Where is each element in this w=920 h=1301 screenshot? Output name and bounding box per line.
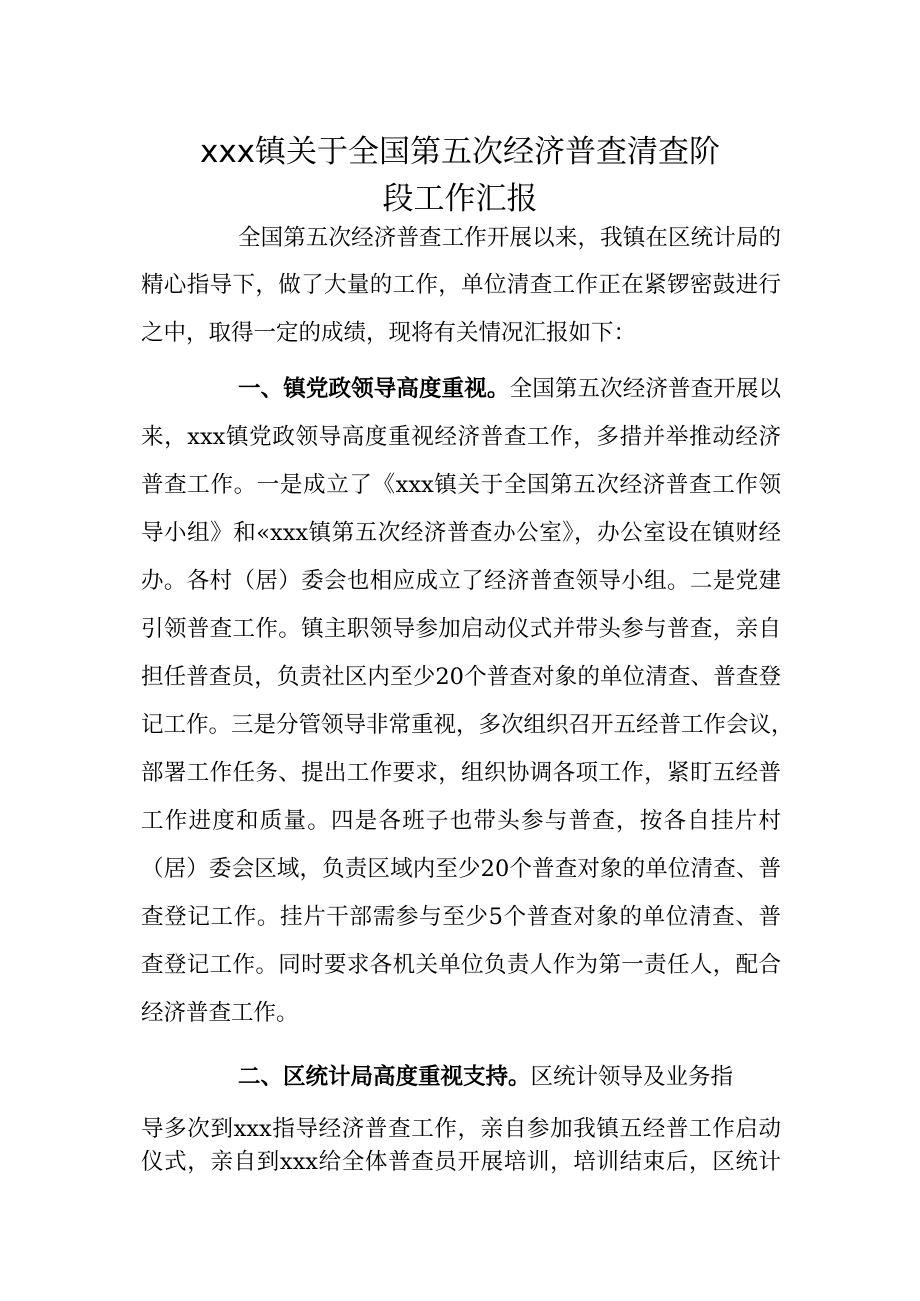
document-title-line-2: 段工作汇报 [382,181,538,217]
section1-line: 记工作。三是分管领导非常重视，多次组织召开五经普工作会议， [141,712,794,738]
section1-line: 导小组》和«xxx镇第五次经济普查办公室》，办公室设在镇财经 [141,520,781,546]
section2-line: 仪式，亲自到xxx给全体普查员开展培训，培训结束后，区统计 [141,1149,781,1175]
intro-line-3: 之中，取得一定的成绩，现将有关情况汇报如下： [141,320,637,346]
section1-heading: 一、镇党政领导高度重视。 [238,376,510,402]
section1-line: 部署工作任务、提出工作要求，组织协调各项工作，紧盯五经普 [141,760,781,786]
section2-heading: 二、区统计局高度重视支持。 [238,1064,531,1090]
section1-line: 普查工作。一是成立了《xxx镇关于全国第五次经济普查工作领 [141,472,781,498]
section1-line: 查登记工作。挂片干部需参与至少5个普查对象的单位清查、普 [141,904,781,930]
section1-first-line-text: 全国第五次经济普查开展以 [509,376,781,402]
section1-first-line [238,373,781,405]
section1-line: 担任普查员，负责社区内至少20个普查对象的单位清查、普查登 [141,664,781,690]
section1-line: 引领普查工作。镇主职领导参加启动仪式并带头参与普查，亲自 [141,616,781,642]
section2-first-line-text: 区统计领导及业务指 [530,1064,734,1090]
intro-line-1: 全国第五次经济普查工作开展以来，我镇在区统计局的 [238,225,781,251]
section2-first-line [238,1061,781,1093]
section1-line: 经济普查工作。 [141,1000,299,1026]
intro-line-2: 精心指导下，做了大量的工作，单位清查工作正在紧锣密鼓进行 [141,272,781,298]
document-title-line-1: xxx镇关于全国第五次经济普查清查阶 [199,134,721,170]
section1-line: 工作进度和质量。四是各班子也带头参与普查，按各自挂片村 [141,808,781,834]
section1-line: 办。各村（居）委会也相应成立了经济普查领导小组。二是党建 [141,568,781,594]
section2-line: 导多次到xxx指导经济普查工作，亲自参加我镇五经普工作启动 [141,1116,781,1142]
section1-line: （居）委会区域，负责区域内至少20个普查对象的单位清查、普 [141,856,781,882]
section1-line: 来，xxx镇党政领导高度重视经济普查工作，多措并举推动经济 [141,424,781,450]
section1-line: 查登记工作。同时要求各机关单位负责人作为第一责任人，配合 [141,952,781,978]
